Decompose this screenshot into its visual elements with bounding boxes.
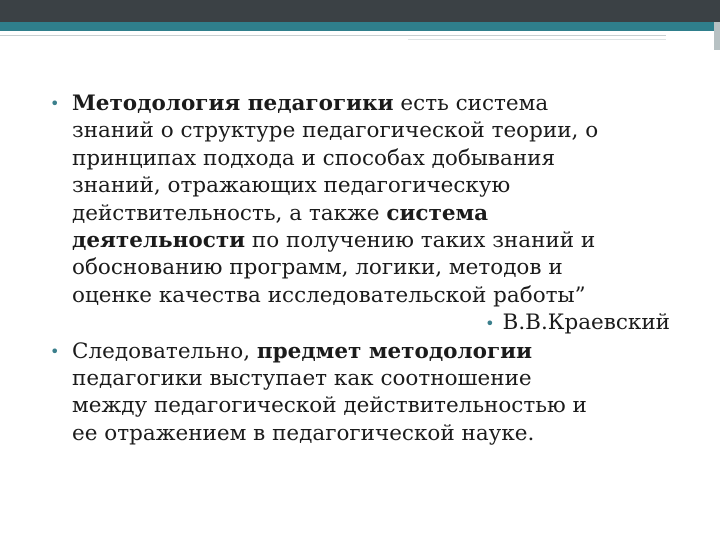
bold-term: система	[386, 200, 489, 226]
text-line: ее отражением в педагогической науке.	[72, 420, 535, 446]
text-line: действительность, а также система	[72, 200, 489, 226]
text-line: оценке качества исследовательской работы”	[72, 282, 586, 308]
author-attribution	[72, 309, 690, 337]
slide-body	[50, 90, 690, 447]
header-accent-bar	[0, 22, 720, 31]
bold-term: деятельности	[72, 228, 246, 254]
corner-decoration	[714, 22, 720, 50]
bullet-icon: •	[485, 314, 495, 334]
bold-term: Методология педагогики	[72, 91, 394, 116]
header-bar	[0, 0, 720, 22]
bullet-icon: •	[50, 94, 60, 113]
paragraph-methodology-definition	[50, 90, 690, 338]
text-line: Методология педагогики есть система	[72, 91, 549, 116]
text-line: знаний о структуре педагогической теории, о	[72, 118, 599, 144]
paragraph-subject-of-methodology	[50, 338, 690, 448]
text-line: между педагогической действительностью и	[72, 393, 587, 419]
header-divider	[0, 35, 666, 36]
text-line: Следовательно, предмет методологии	[72, 338, 533, 364]
text-line: обоснованию программ, логики, методов и	[72, 255, 563, 281]
text-line: деятельности по получению таких знаний и	[72, 228, 596, 254]
text-line: принципах подхода и способах добывания	[72, 145, 556, 171]
bullet-icon: •	[50, 341, 60, 361]
author-name: В.В.Краевский	[502, 310, 670, 336]
text-line: педагогики выступает как соотношение	[72, 366, 532, 392]
header-divider-short	[408, 39, 666, 40]
text-line: знаний, отражающих педагогическую	[72, 173, 511, 199]
bold-term: предмет методологии	[256, 338, 533, 364]
